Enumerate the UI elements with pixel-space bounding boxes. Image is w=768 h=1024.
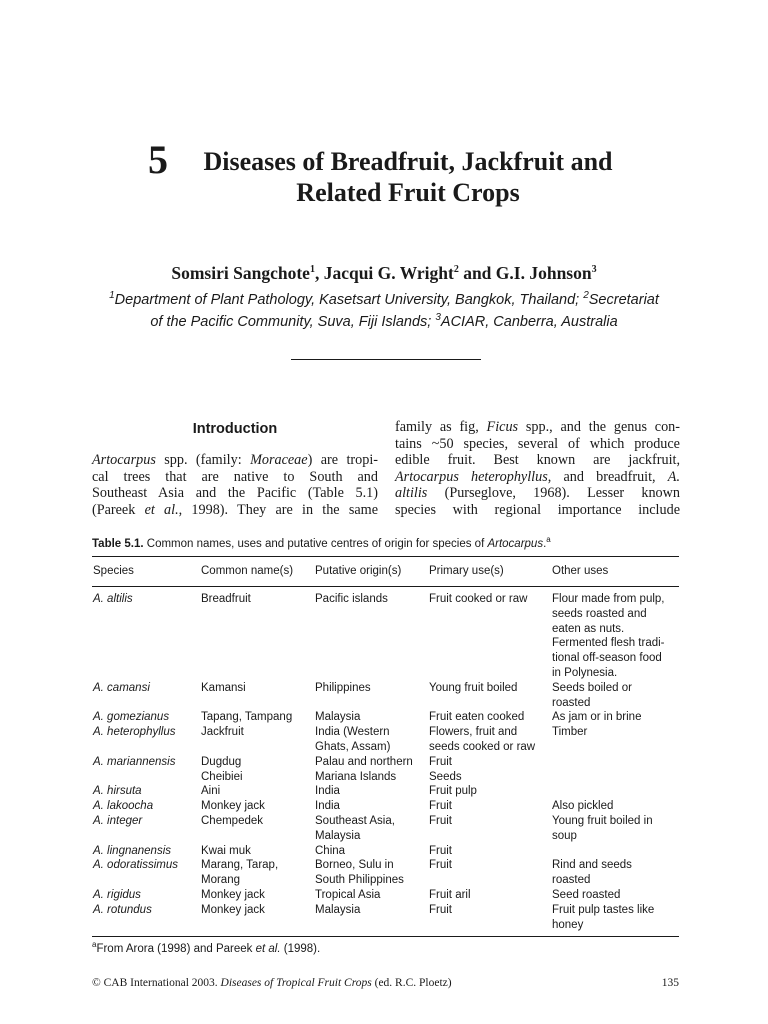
cell-primary-use: Fruit pulp	[429, 785, 477, 798]
author-3: G.I. Johnson	[495, 263, 592, 283]
text-fragment: spp. (family:	[155, 452, 251, 468]
author-2-affiliation-mark: 2	[453, 264, 459, 276]
cell-common-name: Monkey jack	[201, 889, 265, 901]
cell-origin: Malaysia	[315, 829, 361, 842]
cell-other-use: honey	[552, 918, 584, 931]
family-name: Moraceae	[250, 452, 308, 468]
cell-other-use: Also pickled	[552, 800, 614, 813]
cell-origin: Palau and northern	[315, 755, 413, 768]
cell-common-name: Morang	[201, 874, 240, 887]
cell-other-use: Young fruit boiled in	[552, 815, 653, 827]
table-header-species: Species	[93, 565, 134, 577]
affiliation-mark: 2	[583, 290, 589, 301]
author-1-affiliation-mark: 1	[309, 264, 315, 276]
cell-other-use: roasted	[552, 696, 591, 709]
cell-species: A. mariannensis	[93, 755, 176, 768]
cell-other-use: As jam or in brine	[552, 711, 642, 724]
species-name: altilis	[395, 485, 428, 501]
footnote-text: From Arora (1998) and Pareek	[96, 942, 256, 955]
cell-primary-use: Seeds	[429, 770, 462, 783]
cell-common-name: Kamansi	[201, 681, 246, 694]
cell-other-use: Flour made from pulp,	[552, 593, 665, 605]
cell-species: A. gomezianus	[93, 711, 170, 724]
chapter-title-line-2: Related Fruit Crops	[296, 178, 520, 207]
cell-species: A. hirsuta	[93, 785, 142, 798]
author-separator: and	[458, 263, 496, 283]
cell-primary-use: Young fruit boiled	[429, 681, 518, 694]
text-fragment: ) are tropi-	[307, 452, 378, 468]
cell-primary-use: Fruit aril	[429, 889, 471, 901]
cell-species: A. altilis	[93, 593, 133, 605]
cell-species: A. lingnanensis	[93, 844, 171, 857]
cell-common-name: Dugdug	[201, 755, 242, 768]
footnote-text: (1998).	[280, 942, 321, 955]
cell-origin: India (Western	[315, 726, 390, 739]
cell-origin: India	[315, 800, 340, 813]
cell-origin: Mariana Islands	[315, 770, 397, 783]
author-2: Jacqui G. Wright	[323, 263, 454, 283]
cell-other-use: roasted	[552, 874, 591, 887]
table-caption-footnote-mark: a	[546, 535, 551, 544]
cell-common-name: Tapang, Tampang	[201, 711, 293, 724]
affiliation-mark: 3	[435, 311, 441, 323]
table-label: Table 5.1.	[92, 537, 144, 550]
cell-origin: Malaysia	[315, 903, 361, 916]
cell-primary-use: Flowers, fruit and	[429, 726, 518, 739]
genus-name: Ficus	[486, 419, 519, 435]
cell-common-name: Marang, Tarap,	[201, 859, 279, 872]
cell-origin: Malaysia	[315, 711, 361, 724]
copyright-text: © CAB International 2003.	[92, 977, 221, 989]
cell-other-use: seeds roasted and	[552, 607, 647, 620]
chapter-number: 5	[148, 137, 168, 182]
text-fragment: family as fig,	[395, 419, 487, 435]
affiliation-mark: 1	[109, 290, 115, 301]
author-separator: ,	[314, 263, 324, 283]
cell-origin: Ghats, Assam)	[315, 741, 391, 753]
cell-origin: Philippines	[315, 681, 371, 694]
cell-species: A. heterophyllus	[93, 726, 176, 739]
cell-common-name: Chempedek	[201, 815, 264, 827]
cell-common-name: Kwai muk	[201, 844, 251, 857]
table-header-origins: Putative origin(s)	[315, 565, 402, 577]
chapter-title-line-1: Diseases of Breadfruit, Jackfruit and	[203, 147, 613, 176]
species-name: A.	[667, 468, 681, 485]
affiliation-text: Department of Plant Pathology, Kasetsart University, Bangkok, Thailand;	[114, 291, 584, 308]
cell-other-use: Seeds boiled or	[552, 681, 632, 694]
cell-primary-use: Fruit	[429, 815, 452, 827]
table-rule-bottom	[92, 936, 679, 937]
cell-primary-use: Fruit	[429, 800, 452, 813]
footnote-mark: a	[92, 940, 97, 949]
cell-common-name: Aini	[201, 785, 221, 798]
cell-primary-use: seeds cooked or raw	[429, 741, 536, 753]
cell-origin: Pacific islands	[315, 593, 388, 605]
table-caption-end: .	[543, 537, 547, 550]
text-line: species with regional importance include	[395, 501, 680, 518]
cell-primary-use: Fruit	[429, 755, 452, 768]
affiliation-text: ACIAR, Canberra, Australia	[440, 313, 618, 330]
copyright-editor: (ed. R.C. Ploetz)	[371, 977, 452, 989]
cell-other-use: in Polynesia.	[552, 667, 618, 679]
table-footnote	[92, 940, 320, 955]
citation-etal: et al.	[144, 501, 179, 518]
cell-other-use: Timber	[552, 726, 588, 739]
cell-species: A. rotundus	[93, 903, 152, 916]
text-fragment: spp., and the genus con-	[518, 419, 680, 435]
cell-other-use: eaten as nuts.	[552, 622, 625, 635]
cell-species: A. rigidus	[93, 889, 141, 901]
book-title: Diseases of Tropical Fruit Crops	[220, 977, 372, 989]
cell-primary-use: Fruit cooked or raw	[429, 593, 528, 605]
cell-common-name: Cheibiei	[201, 770, 243, 783]
genus-name: Artocarpus	[92, 452, 156, 468]
table-header-common-names: Common name(s)	[201, 565, 294, 577]
cell-other-use: Seed roasted	[552, 889, 621, 901]
page-number: 135	[661, 977, 679, 989]
section-heading-introduction: Introduction	[192, 421, 278, 437]
cell-species: A. lakoocha	[93, 800, 154, 813]
cell-other-use: Fermented flesh tradi-	[552, 637, 665, 650]
cell-origin: South Philippines	[315, 874, 404, 887]
text-fragment: , and breadfruit,	[547, 468, 668, 485]
cell-origin: Southeast Asia,	[315, 815, 395, 827]
species-name: Artocarpus heterophyllus	[395, 468, 548, 485]
author-1: Somsiri Sangchote	[171, 263, 310, 283]
cell-common-name: Monkey jack	[201, 903, 265, 916]
cell-other-use: soup	[552, 829, 577, 842]
text-line: tains ~50 species, several of which produce	[395, 435, 680, 452]
text-line: Southeast Asia and the Pacific (Table 5.1)	[92, 485, 378, 501]
cell-species: A. camansi	[93, 681, 150, 694]
text-line: cal trees that are native to South and	[92, 468, 378, 485]
cell-primary-use: Fruit	[429, 903, 452, 916]
text-fragment: (Purseglove, 1968). Lesser known	[427, 485, 680, 501]
cell-origin: Tropical Asia	[315, 889, 381, 901]
cell-origin: India	[315, 785, 340, 798]
footnote-etal: et al.	[255, 942, 281, 955]
text-line: edible fruit. Best known are jackfruit,	[395, 452, 680, 468]
cell-other-use: tional off-season food	[552, 652, 662, 665]
cell-common-name: Jackfruit	[201, 726, 244, 739]
author-3-affiliation-mark: 3	[591, 264, 597, 276]
cell-species: A. odoratissimus	[93, 859, 179, 872]
cell-species: A. integer	[93, 815, 143, 827]
table-header-other-uses: Other uses	[552, 565, 609, 577]
table-caption-text: Common names, uses and putative centres of origin for species of	[143, 537, 488, 550]
text-fragment: , 1998). They are in the same	[178, 501, 378, 518]
cell-other-use: Rind and seeds	[552, 859, 632, 872]
copyright-line	[92, 977, 452, 989]
text-fragment: (Pareek	[92, 501, 145, 518]
cell-origin: China	[315, 844, 346, 857]
cell-primary-use: Fruit	[429, 859, 452, 872]
cell-common-name: Monkey jack	[201, 800, 265, 813]
cell-origin: Borneo, Sulu in	[315, 859, 394, 872]
table-caption-genus: Artocarpus	[487, 537, 544, 550]
cell-primary-use: Fruit	[429, 844, 452, 857]
affiliation-text: Secretariat	[588, 291, 659, 308]
table-header-primary-uses: Primary use(s)	[429, 565, 504, 577]
cell-common-name: Breadfruit	[201, 593, 251, 605]
cell-other-use: Fruit pulp tastes like	[552, 903, 655, 916]
cell-primary-use: Fruit eaten cooked	[429, 711, 525, 724]
affiliation-text: of the Pacific Community, Suva, Fiji Islands;	[150, 313, 436, 330]
